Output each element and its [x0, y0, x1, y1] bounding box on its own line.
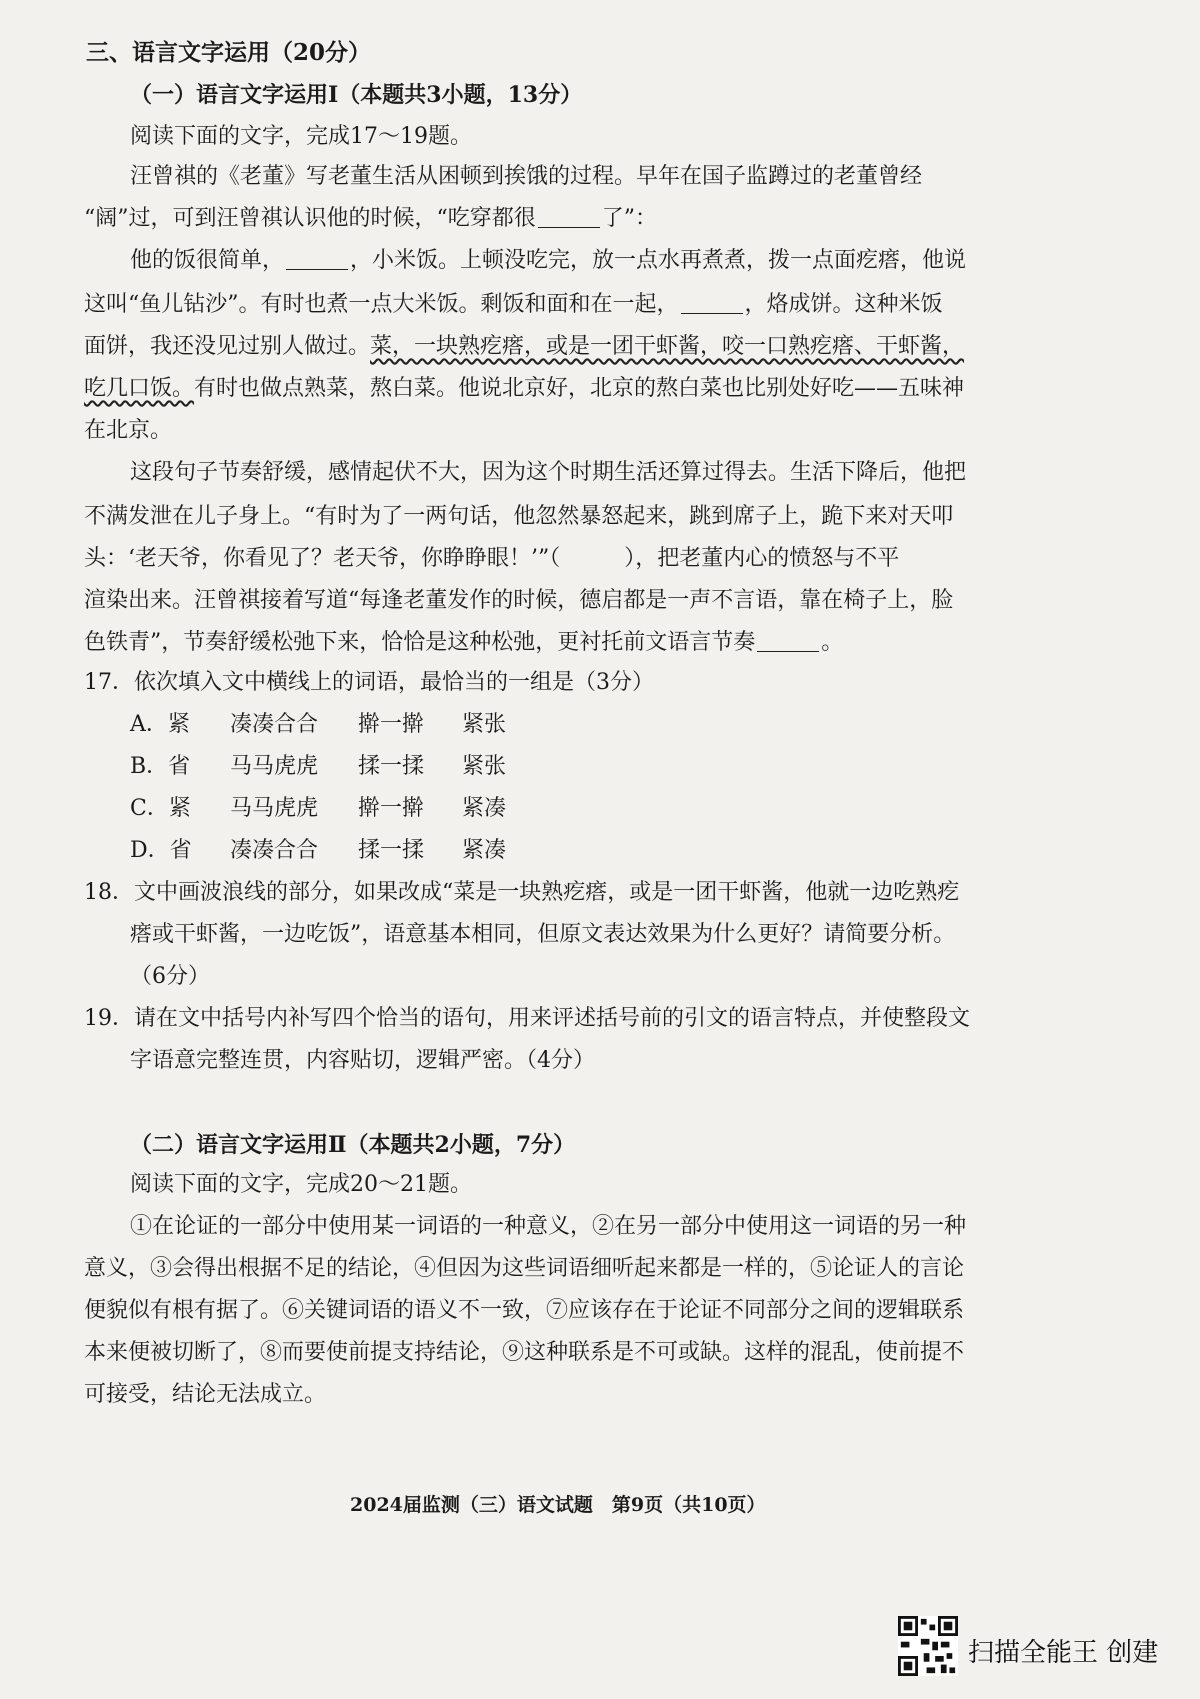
part2-line3: 便貌似有根有据了。⑥关键词语的语义不一致，⑦应该存在于论证不同部分之间的逻辑联系: [84, 1298, 965, 1323]
p2-line3: [84, 334, 964, 360]
p2-line1: [130, 248, 966, 274]
option-word: 揉一揉: [358, 754, 425, 779]
p3-line4: 渲染出来。汪曾祺接着写道“每逢老董发作的时候，德启都是一声不言语，靠在椅子上，脸: [84, 588, 954, 613]
option-a-words: [230, 712, 506, 738]
option-word: 马马虎虎: [230, 796, 319, 821]
part2-heading: （二）语言文字运用Ⅱ（本题共2小题，7分）: [130, 1132, 576, 1158]
wavy-underlined-text-end: 吃几口饭。: [84, 376, 195, 401]
part2-instruction: 阅读下面的文字，完成20～21题。: [130, 1172, 472, 1197]
part2-line5: 可接受，结论无法成立。: [84, 1382, 327, 1407]
question-18-line3: （6分）: [130, 964, 210, 989]
p2-line1-text-end: ，小米饭。上顿没吃完，放一点水再煮煮，拨一点面疙瘩，他说: [350, 248, 967, 273]
option-b: [130, 754, 191, 780]
p1-line1: 汪曾祺的《老董》写老董生活从困顿到挨饿的过程。早年在国子监蹲过的老董曾经: [130, 164, 923, 189]
option-word: 紧凑: [462, 838, 507, 863]
option-word: 马马虎虎: [230, 754, 319, 779]
p3-line1: 这段句子节奏舒缓，感情起伏不大，因为这个时期生活还算过得去。生活下降后，他把: [130, 460, 967, 485]
option-word: 凑凑合合: [230, 838, 319, 863]
part2-line2: 意义，③会得出根据不足的结论，④但因为这些词语细听起来都是一样的，⑤论证人的言论: [84, 1256, 965, 1281]
p2-line5: 在北京。: [84, 418, 173, 443]
p2-line2-text: 这叫“鱼儿钻沙”。有时也煮一点大米饭。剩饭和面和在一起，: [84, 292, 679, 317]
p3-line3-text-end: ），把老董内心的愤怒与不平: [624, 546, 900, 571]
option-word: 擀一擀: [358, 796, 425, 821]
p2-line1-text: 他的饭很简单，: [130, 248, 285, 273]
scanner-watermark: 扫描全能王 创建: [968, 1638, 1159, 1668]
question-19-line1: 19．请在文中括号内补写四个恰当的语句，用来评述括号前的引文的语言特点，并使整段文: [84, 1006, 970, 1031]
fill-blank: [286, 249, 348, 270]
option-d: [130, 838, 192, 864]
p2-line2: [84, 292, 943, 318]
part2-line1: ①在论证的一部分中使用某一词语的一种意义，②在另一部分中使用这一词语的另一种: [130, 1214, 967, 1239]
question-19-line2: 字语意完整连贯，内容贴切，逻辑严密。（4分）: [130, 1048, 595, 1073]
fill-blank: [757, 631, 819, 652]
section-title: 三、语言文字运用（20分）: [86, 39, 372, 66]
p2-line4-text: 有时也做点熟菜，熬白菜。他说北京好，北京的熬白菜也比别处好吃——五味神: [194, 376, 965, 401]
page-footer: 2024届监测（三）语文试题 第9页（共10页）: [350, 1494, 766, 1516]
option-key: C．紧: [130, 796, 191, 821]
question-18-line1: 18．文中画波浪线的部分，如果改成“菜是一块熟疙瘩，或是一团干虾酱，他就一边吃熟疙: [84, 880, 960, 905]
p3-line3-text: 头：‘老天爷，你看见了？老天爷，你睁睁眼！’”（: [84, 546, 561, 571]
option-word: 紧张: [462, 754, 507, 779]
question-18-line2: 瘩或干虾酱，一边吃饭”，语意基本相同，但原文表达效果为什么更好？请简要分析。: [130, 922, 956, 947]
option-key: D．省: [130, 838, 192, 863]
option-word: 擀一擀: [358, 712, 425, 737]
p3-line5-text: 色铁青”，节奏舒缓松弛下来，恰恰是这种松弛，更衬托前文语言节奏: [84, 630, 756, 655]
option-b-words: [230, 754, 506, 780]
fill-blank: [681, 293, 743, 314]
qr-code-icon: [898, 1616, 958, 1676]
p2-line2-text-end: ，烙成饼。这种米饭: [744, 292, 943, 317]
option-word: 凑凑合合: [230, 712, 319, 737]
p3-line5: [84, 630, 843, 656]
part2-line4: 本来便被切断了，⑧而要使前提支持结论，⑨这种联系是不可或缺。这样的混乱，使前提不: [84, 1340, 965, 1365]
part1-heading: （一）语言文字运用Ⅰ（本题共3小题，13分）: [130, 82, 583, 108]
p1-line2-text-end: 了”：: [601, 206, 657, 231]
wavy-underlined-text: 菜，一块熟疙瘩，或是一团干虾酱，咬一口熟疙瘩、干虾酱，: [370, 334, 965, 359]
p3-line5-text-end: 。: [821, 630, 844, 655]
option-key: B．省: [130, 754, 191, 779]
fill-blank: [538, 207, 600, 228]
question-17: 17．依次填入文中横线上的词语，最恰当的一组是（3分）: [84, 670, 654, 695]
p2-line3-text: 面饼，我还没见过别人做过。: [84, 334, 371, 359]
option-c: [130, 796, 191, 822]
option-d-words: [230, 838, 506, 864]
option-word: 紧凑: [462, 796, 507, 821]
p2-line4: [84, 376, 964, 402]
p1-line2: [84, 206, 657, 232]
option-word: 揉一揉: [358, 838, 425, 863]
p3-line2: 不满发泄在儿子身上。“有时为了一两句话，他忽然暴怒起来，跳到席子上，跪下来对天叩: [84, 504, 954, 529]
option-word: 紧张: [462, 712, 507, 737]
p1-line2-text: “阔”过，可到汪曾祺认识他的时候，“吃穿都很: [84, 206, 536, 231]
option-c-words: [230, 796, 506, 822]
option-key: A．紧: [130, 712, 190, 737]
part1-instruction: 阅读下面的文字，完成17～19题。: [130, 124, 472, 149]
p3-line3: [84, 546, 899, 572]
